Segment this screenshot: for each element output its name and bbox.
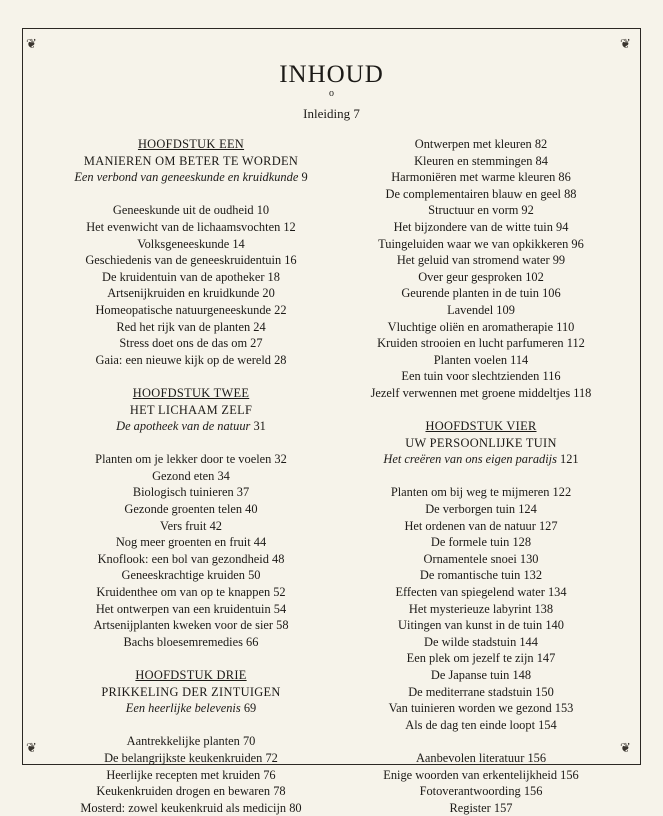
toc-entry: Planten om bij weg te mijmeren 122 <box>390 485 572 500</box>
toc-entry: Jezelf verwennen met groene middeltjes 118 <box>370 385 592 400</box>
toc-entry: Geurende planten in de tuin 106 <box>401 286 561 301</box>
toc-entry: Structuur en vorm 92 <box>428 203 534 218</box>
toc-entry: Stress doet ons de das om 27 <box>119 336 263 351</box>
toc-entry: Biologisch tuinieren 37 <box>132 485 250 500</box>
chapter-label-text: HOOFDSTUK VIER <box>425 419 537 434</box>
spacer <box>340 468 622 485</box>
intro-entry: Inleiding 7 <box>303 106 360 121</box>
toc-entry: Planten voelen 114 <box>433 352 529 367</box>
spacer <box>50 650 332 667</box>
toc-entry: De mediterrane stadstuin 150 <box>408 684 554 699</box>
chapter-subtitle <box>50 418 332 435</box>
toc-entry: Over geur gesproken 102 <box>418 269 544 284</box>
toc-entry: Keukenkruiden drogen en bewaren 78 <box>96 784 286 799</box>
chapter-label <box>50 385 332 402</box>
toc-entry: Een tuin voor slechtzienden 116 <box>401 369 561 384</box>
toc-entry: Het bijzondere van de witte tuin 94 <box>393 219 569 234</box>
chapter-label <box>340 418 622 435</box>
toc-entry: De wilde stadstuin 144 <box>424 634 538 649</box>
chapter-subtitle-text: Een verbond van geneeskunde en kruidkunde <box>74 170 299 185</box>
toc-entry: Lavendel 109 <box>447 302 515 317</box>
toc-entry: Geschiedenis van de geneeskruidentuin 16 <box>85 253 297 268</box>
toc-entry: Een plek om jezelf te zijn 147 <box>406 651 556 666</box>
toc-entry: Mosterd: zowel keukenkruid als medicijn 80 <box>80 800 302 815</box>
toc-entry: Artsenijplanten kweken voor de sier 58 <box>93 618 289 633</box>
toc-entry: Gezonde groenten telen 40 <box>124 502 258 517</box>
toc-entry: Aanbevolen literatuur 156 <box>415 750 547 765</box>
spacer <box>340 402 622 419</box>
toc-entry: Ornamentele snoei 130 <box>423 551 539 566</box>
toc-entry: Het ontwerpen van een kruidentuin 54 <box>95 601 287 616</box>
page-title: INHOUD <box>279 61 384 88</box>
chapter-subtitle-text: Het creëren van ons eigen paradijs <box>383 452 557 467</box>
spacer <box>50 186 332 203</box>
chapter-label <box>50 667 332 684</box>
page-number: 31 <box>253 419 266 434</box>
toc-entry: Volksgeneeskunde 14 <box>137 236 245 251</box>
toc-entry: Nog meer groenten en fruit 44 <box>115 535 267 550</box>
toc-entry: Bachs bloesemremedies 66 <box>123 634 259 649</box>
toc-entry: Register 157 <box>449 800 513 815</box>
chapter-subtitle <box>340 451 622 468</box>
spacer <box>50 435 332 452</box>
toc-entry: Kruiden strooien en lucht parfumeren 112 <box>377 336 585 351</box>
toc-entry: Het evenwicht van de lichaamsvochten 12 <box>86 219 296 234</box>
chapter-subtitle <box>50 169 332 186</box>
chapter-title: MANIEREN OM BETER TE WORDEN <box>83 153 299 168</box>
chapter-subtitle-text: De apotheek van de natuur <box>116 419 251 434</box>
chapter-label <box>50 136 332 153</box>
toc-entry: Geneeskunde uit de oudheid 10 <box>112 203 270 218</box>
page-number: 69 <box>243 701 257 716</box>
toc-entry: Artsenijkruiden en kruidkunde 20 <box>107 286 275 301</box>
toc-entry: Gezond eten 34 <box>152 468 230 483</box>
toc-entry: Harmoniëren met warme kleuren 86 <box>391 170 571 185</box>
toc-entry: Aantrekkelijke planten 70 <box>126 734 256 749</box>
chapter-title: HET LICHAAM ZELF <box>129 402 253 417</box>
toc-entry: De belangrijkste keukenkruiden 72 <box>104 750 278 765</box>
toc-entry: Effecten van spiegelend water 134 <box>395 585 567 600</box>
spacer <box>50 368 332 385</box>
toc-column-right <box>340 136 622 816</box>
page-number: 121 <box>560 452 579 467</box>
toc-entry: Vluchtige oliën en aromatherapie 110 <box>387 319 575 334</box>
toc-entry: Van tuinieren worden we gezond 153 <box>388 701 574 716</box>
toc-entry: Het mysterieuze labyrint 138 <box>408 601 554 616</box>
chapter-title: PRIKKELING DER ZINTUIGEN <box>101 684 281 699</box>
toc-entry: Vers fruit 42 <box>160 518 222 533</box>
chapter-label-text: HOOFDSTUK TWEE <box>132 385 250 400</box>
chapter-label-text: HOOFDSTUK EEN <box>137 137 245 151</box>
toc-entry: De romantische tuin 132 <box>419 568 543 583</box>
toc-entry: Tuingeluiden waar we van opkikkeren 96 <box>378 236 584 251</box>
toc-entry: De complementairen blauw en geel 88 <box>385 186 577 201</box>
toc-entry: Het ordenen van de natuur 127 <box>404 518 558 533</box>
toc-entry: Red het rijk van de planten 24 <box>116 319 266 334</box>
toc-entry: De formele tuin 128 <box>430 535 532 550</box>
toc-entry: Geneeskrachtige kruiden 50 <box>121 568 261 583</box>
toc-entry: Planten om je lekker door te voelen 32 <box>95 452 287 467</box>
toc-entry: Gaia: een nieuwe kijk op de wereld 28 <box>95 352 287 367</box>
leaf-ornament-icon: ❦ <box>620 36 631 51</box>
leaf-ornament-icon: ❦ <box>26 740 37 755</box>
toc-entry: Homeopatische natuurgeneeskunde 22 <box>95 302 287 317</box>
toc-entry: Knoflook: een bol van gezondheid 48 <box>97 551 285 566</box>
toc-entry: Enige woorden van erkentelijkheid 156 <box>383 767 579 782</box>
page-number: 9 <box>301 170 308 185</box>
leaf-ornament-icon: ❦ <box>620 740 631 755</box>
title-ornament: o <box>329 88 334 99</box>
toc-entry: De kruidentuin van de apotheker 18 <box>102 269 280 284</box>
toc-entry: Fotoverantwoording 156 <box>419 784 543 799</box>
toc-entry: Kleuren en stemmingen 84 <box>414 153 548 168</box>
toc-column-left <box>50 136 332 816</box>
toc-entry: Uitingen van kunst in de tuin 140 <box>398 618 564 633</box>
toc-entry: Kruidenthee om van op te knappen 52 <box>96 585 286 600</box>
toc-entry: Ontwerpen met kleuren 82 <box>414 137 548 151</box>
chapter-subtitle <box>50 700 332 717</box>
spacer <box>340 733 622 750</box>
chapter-subtitle-text: Een heerlijke belevenis <box>125 701 241 716</box>
toc-entry: Het geluid van stromend water 99 <box>396 253 566 268</box>
chapter-label-text: HOOFDSTUK DRIE <box>135 668 247 682</box>
toc-entry: Heerlijke recepten met kruiden 76 <box>106 767 276 782</box>
leaf-ornament-icon: ❦ <box>26 36 37 51</box>
chapter-title: UW PERSOONLIJKE TUIN <box>405 435 557 450</box>
toc-entry: De Japanse tuin 148 <box>430 668 532 682</box>
toc-entry: Als de dag ten einde loopt 154 <box>405 717 557 732</box>
spacer <box>50 717 332 734</box>
toc-entry: De verborgen tuin 124 <box>425 502 537 517</box>
